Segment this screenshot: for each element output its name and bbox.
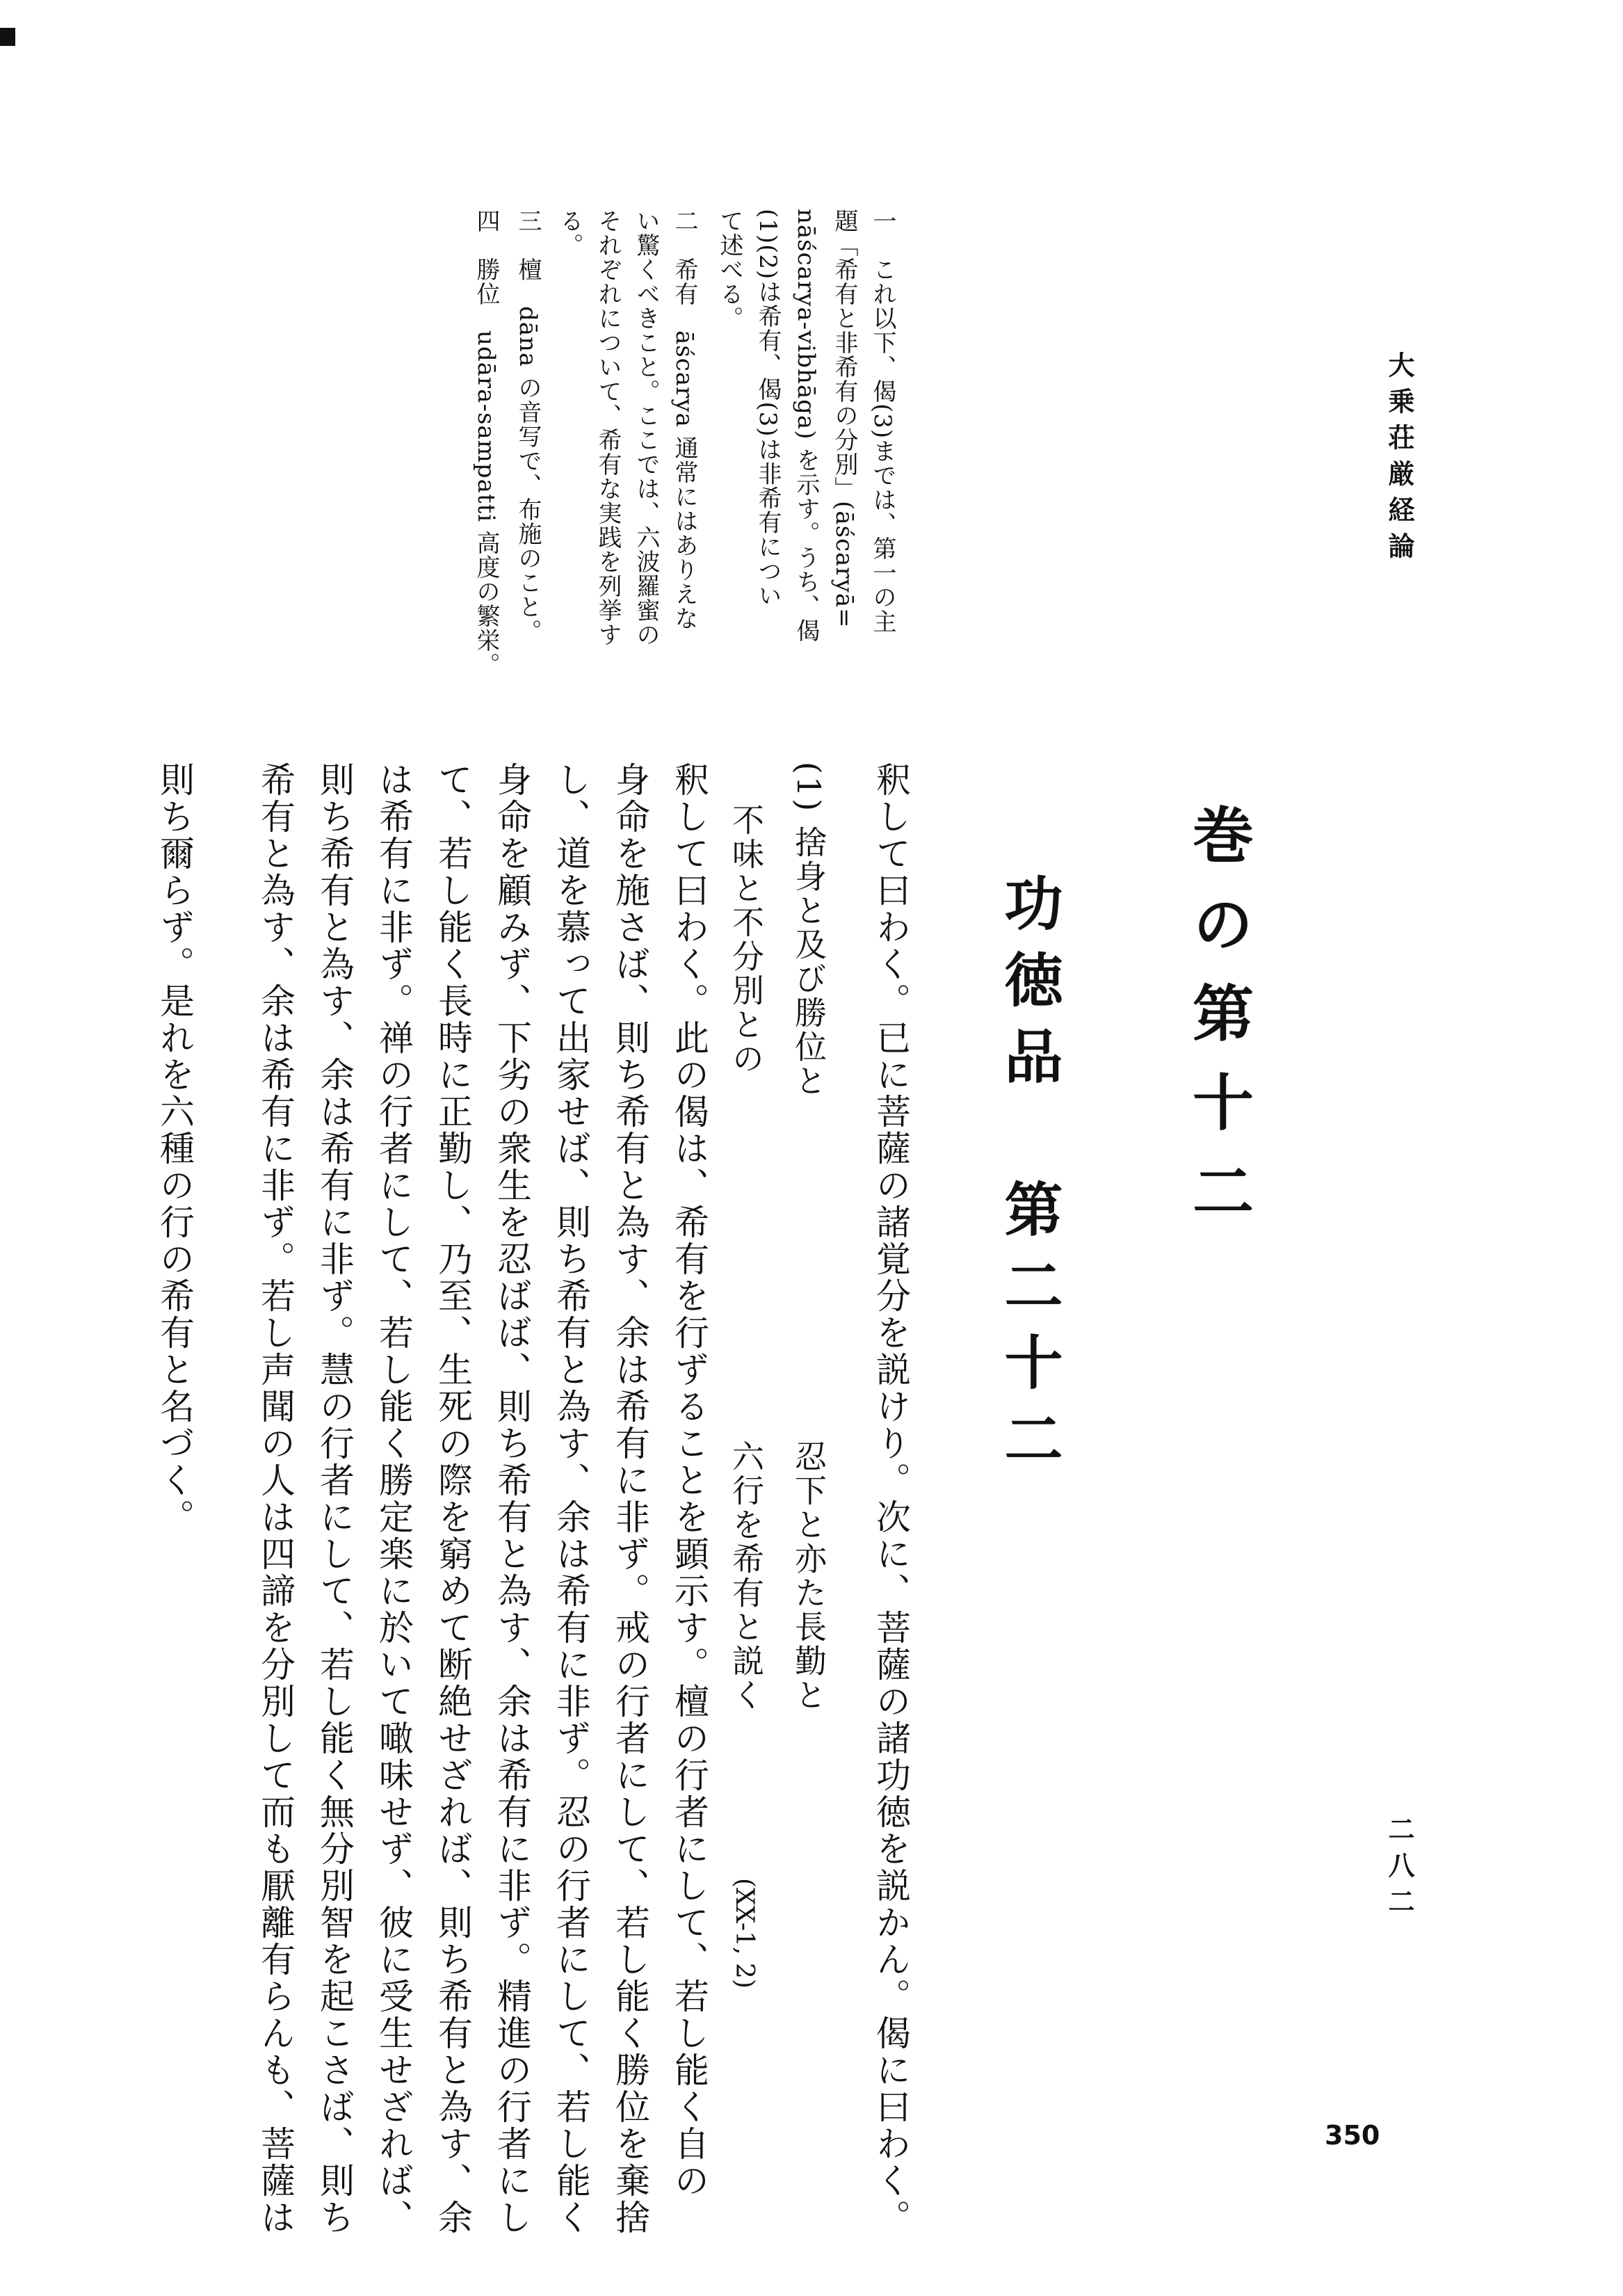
note-line: 二 希有 āścarya 通常にはありえな: [670, 209, 698, 631]
note-line: 一 これ以下、偈(3)までは、第一の主: [869, 209, 896, 634]
running-header-page-kanji: 二八二: [1384, 1815, 1415, 1924]
commentary-line: 希有と為す、余は希有に非ず。若し声聞の人は四諦を分別して而も厭離有らんも、菩薩は: [255, 762, 296, 2236]
commentary-line: し、道を慕って出家せば、則ち希有と為す、余は希有に非ず。忍の行者にして、若し能く: [551, 762, 591, 2236]
note-line: て述べる。: [716, 209, 743, 330]
note-line: それぞれについて、希有な実践を列挙す: [594, 209, 622, 647]
commentary-line: 則ち希有と為す、余は希有に非ず。慧の行者にして、若し能く無分別智を起こさば、則ち: [314, 762, 355, 2236]
note-line: (1)(2)は希有、偈(3)は非希有につい: [754, 209, 782, 608]
verse-line-1b: 忍下と亦た長勤と: [790, 1440, 827, 1712]
note-line: 三 檀 dāna の音写で、布施のこと。: [514, 209, 542, 644]
volume-heading: 巻の第十二: [1183, 803, 1255, 1249]
note-line: 四 勝位 udāra-sampatti 高度の繁栄。: [472, 209, 500, 677]
verse-line-1a: (1) 捨身と及び勝位と: [790, 762, 827, 1098]
note-line: nāścarya-vibhāga) を示す。うち、偈: [792, 209, 820, 643]
commentary-line: て、若し能く長時に正勤し、乃至、生死の際を窮めて断絶せざれば、則ち希有と為す、余: [433, 762, 473, 2236]
intro-line: 釈して曰わく。已に菩薩の諸覚分を説けり。次に、菩薩の諸功徳を説かん。偈に曰わく。: [871, 762, 911, 2236]
commentary-line: 身命を顧みず、下劣の衆生を忍ばば、則ち希有と為す、余は希有に非ず。精進の行者にし: [492, 762, 532, 2236]
verse-line-2b: 六行を希有と説く: [727, 1440, 765, 1712]
scan-corner-mark: [0, 28, 15, 46]
note-line: る。: [556, 209, 583, 257]
verse-reference: (XX-1, 2): [730, 1878, 759, 1989]
running-header-title: 大乗荘厳経論: [1384, 351, 1415, 568]
note-line: い驚くべきこと。ここでは、六波羅蜜の: [632, 209, 660, 647]
commentary-line: 則ち爾らず。是れを六種の行の希有と名づく。: [154, 762, 195, 1536]
note-line: 題「希有と非希有の分別」(āścaryā=: [830, 209, 858, 629]
commentary-line: は希有に非ず。禅の行者にして、若し能く勝定楽に於いて噉味せず、彼に受生せざれば、: [373, 762, 414, 2236]
page-number: 350: [1325, 2120, 1380, 2151]
commentary-line: 釈して曰わく。此の偈は、希有を行ずることを顕示す。檀の行者にして、若し能く自の: [669, 762, 709, 2199]
verse-line-2a: 不味と不分別との: [727, 803, 765, 1076]
commentary-line: 身命を施さば、則ち希有と為す、余は希有に非ず。戒の行者にして、若し能く勝位を棄捨: [610, 762, 650, 2236]
chapter-heading: 功徳品 第二十二: [995, 873, 1064, 1485]
